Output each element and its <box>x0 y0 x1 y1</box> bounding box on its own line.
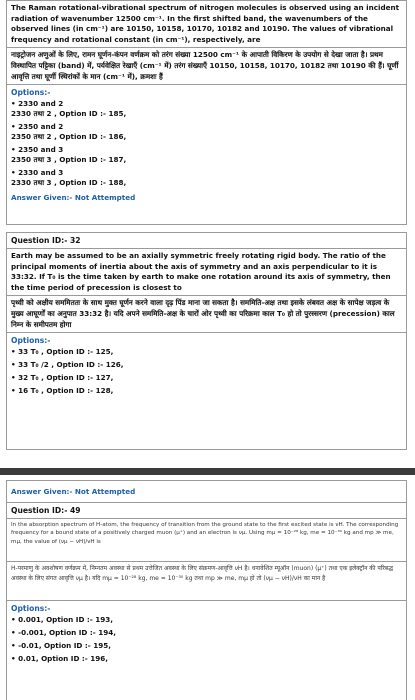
question-block-49 <box>6 480 407 700</box>
option-193[interactable]: • 0.001, Option ID :- 193, <box>11 615 114 624</box>
answer-status: Answer Given:- Not Attempted <box>11 487 136 496</box>
question-block-32 <box>6 232 407 450</box>
q32-english: Earth may be assumed to be an axially symmetric freely rotating rigid body. The ratio of the principal moments of inertia about the axis of symmetry and an axis perpendicular to it is 33:32. If T₀ is the time taken by earth to make one rotation around its axis of symmetry, then the time period of precession is closest to <box>11 251 391 292</box>
option-128[interactable]: • 16 T₀ , Option ID :- 128, <box>11 386 114 396</box>
page-separator <box>0 468 415 475</box>
q49-hindi: H-परमाणु के अवशोषण वर्णक्रम में, निम्नतम अवस्था से प्रथम उत्तेजित अवस्था के लिए संक्रमण-आवृत्ति νH है। धनावेशित म्यूऑन (muon) (μ⁺) तथा एक इलेक्ट्रॉन की परिबद्ध अवस्था के लिए संगत आवृत्ति νμ है। यदि mμ = 10⁻²⁸ kg, me = 10⁻³⁰ kg तथा mp ≫ me, mμ हो तो (νμ − νH)/νH का मान है <box>11 565 394 582</box>
option-188[interactable] <box>11 168 402 188</box>
question-id: Question ID:- 49 <box>7 503 406 519</box>
question-text-hindi <box>7 562 406 601</box>
option-line-2: 2350 तथा 2 , Option ID :- 186, <box>11 132 127 142</box>
option-line-1: • 2330 and 3 <box>11 168 64 178</box>
option-185[interactable] <box>11 99 402 119</box>
question-id: Question ID:- 32 <box>7 233 406 249</box>
option-186[interactable] <box>11 122 402 142</box>
question-text-english <box>7 519 406 562</box>
options-title: Options:- <box>11 604 51 613</box>
option-194[interactable]: • -0.001, Option ID :- 194, <box>11 628 116 637</box>
question-text-english <box>7 1 406 48</box>
option-line-2: 2330 तथा 3 , Option ID :- 188, <box>11 178 127 188</box>
option-127[interactable]: • 32 T₀ , Option ID :- 127, <box>11 373 114 383</box>
option-125[interactable]: • 33 T₀ , Option ID :- 125, <box>11 347 114 357</box>
q32-hindi: पृथ्वी को अक्षीय सममिततः के साथ मुक्त घूर्णन करने वाला दृढ़ पिंड माना जा सकता है। सममिति-अक्ष तथा इसके लंबवत अक्ष के सापेक्ष जड़त्व के मुख्य आघूर्णों का अनुपात 33:32 है। यदि अपने सममिति-अक्ष के चारों ओर पृथ्वी का परिक्रमा काल T₀ हो तो पुरस्सरण (precession) काल निम्न के समीपतम होगा <box>11 298 395 329</box>
option-196[interactable]: • 0.01, Option ID :- 196, <box>11 654 109 663</box>
question-text-hindi <box>7 48 406 85</box>
answer-row <box>7 481 406 503</box>
option-line-1: • 2330 and 2 <box>11 99 64 109</box>
question-block-1 <box>6 0 407 225</box>
option-195[interactable]: • -0.01, Option ID :- 195, <box>11 641 111 650</box>
options-section <box>7 601 406 669</box>
q49-english: In the absorption spectrum of H-atom, the frequency of transition from the ground state to the first excited state is νH. The corresponding frequency for a bound state of a positively charged muon (μ⁺) and an electron is νμ. Using mμ = 10⁻²⁸ kg, me = 10⁻³⁰ kg and mp ≫ me, mμ, the value of (νμ − νH)/νH is <box>11 522 399 545</box>
answer-status: Answer Given:- Not Attempted <box>11 193 136 203</box>
options-title: Options:- <box>11 88 51 98</box>
question-text-english <box>7 249 406 296</box>
q1-hindi: नाइट्रोजन अणुओं के लिए, रामन घूर्णन-कंपन वर्णक्रम को तरंग संख्या 12500 cm⁻¹ के आपाती विकिरण के उपयोग से देखा जाता है। प्रथम विस्थापित पट्टिका (band) में, पर्यवेक्षित रेखाएँ (cm⁻¹ में) तरंग संख्याएँ 10150, 10158, 10170, 10182 तथा 10190 की हैं। घूर्णी आवृत्ति तथा घूर्णी स्थिरांकों के मान (cm⁻¹ में), क्रमशः हैं <box>11 50 399 81</box>
q1-english: The Raman rotational-vibrational spectrum of nitrogen molecules is observed using an incident radiation of wavenumber 12500 cm⁻¹. In the first shifted band, the wavenumbers of the observed lines (in cm⁻¹) are 10150, 10158, 10170, 10182 and 10190. The values of vibrational frequency and rotational constant (in cm⁻¹), respectively, are <box>11 3 400 44</box>
options-title: Options:- <box>11 336 51 346</box>
option-line-2: 2350 तथा 3 , Option ID :- 187, <box>11 155 127 165</box>
option-line-1: • 2350 and 2 <box>11 122 64 132</box>
options-section <box>7 333 406 401</box>
question-text-hindi <box>7 296 406 333</box>
options-section <box>7 85 406 206</box>
option-187[interactable] <box>11 145 402 165</box>
option-line-2: 2330 तथा 2 , Option ID :- 185, <box>11 109 127 119</box>
option-126[interactable]: • 33 T₀ /2 , Option ID :- 126, <box>11 360 124 370</box>
option-line-1: • 2350 and 3 <box>11 145 64 155</box>
